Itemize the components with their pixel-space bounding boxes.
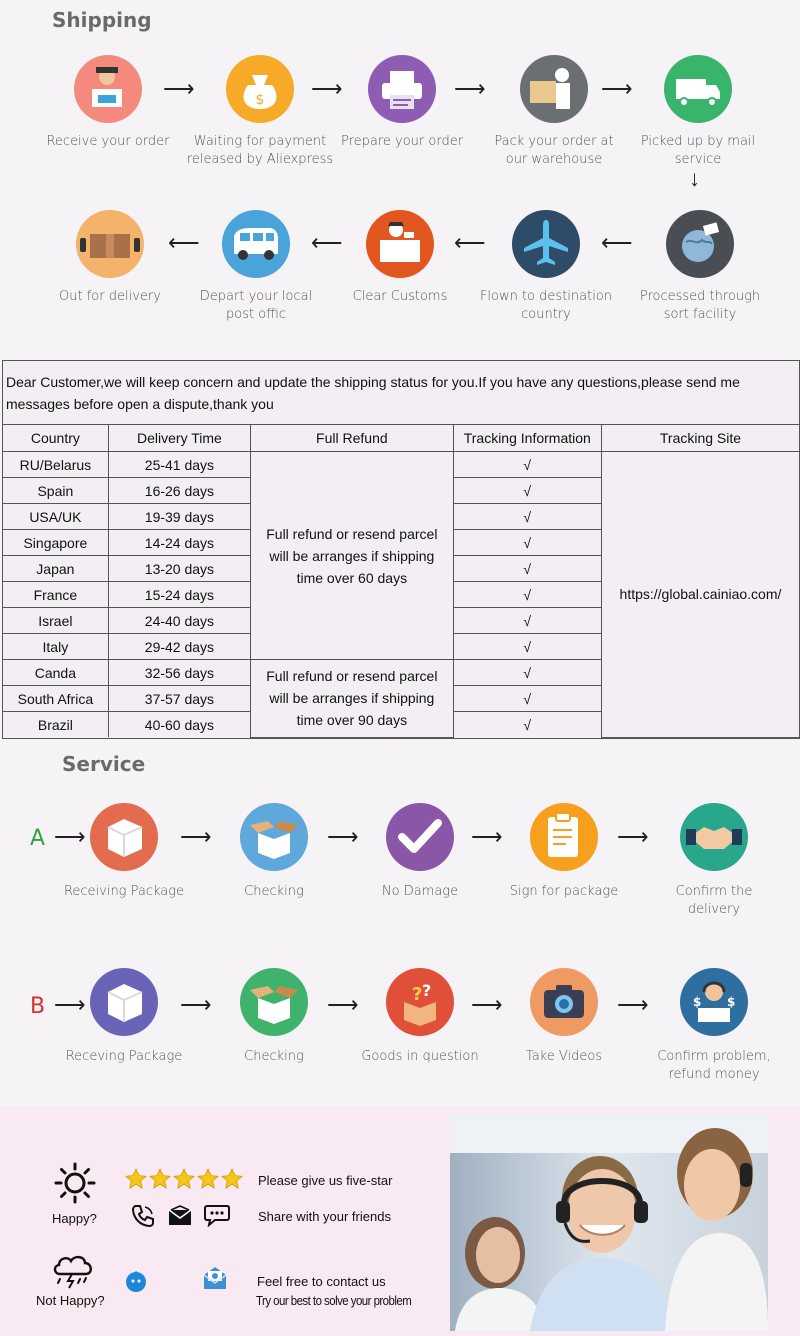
arrow-right-icon: ⟶: [311, 76, 343, 101]
parcel-icon: [76, 210, 144, 278]
checkmark-icon: [386, 803, 454, 871]
office-worker-icon: [74, 55, 142, 123]
tracking-check-cell: √: [453, 504, 601, 530]
arrow-right-icon: ⟶: [327, 992, 359, 1017]
tracking-check-cell: √: [453, 634, 601, 660]
star-icon[interactable]: [173, 1168, 195, 1190]
country-cell: Brazil: [3, 712, 108, 738]
step-label: Goods in question: [361, 1049, 479, 1064]
delivery-time-cell: 13-20 days: [108, 556, 250, 582]
table-row: [3, 452, 799, 478]
step-label: No Damage: [381, 884, 459, 899]
step-label: Prepare your order: [340, 134, 464, 149]
svg-text:$: $: [727, 995, 736, 1009]
arrow-right-icon: ⟶: [163, 76, 195, 101]
delivery-table: [3, 425, 799, 738]
country-cell: RU/Belarus: [3, 452, 108, 478]
open-box-icon: [240, 968, 308, 1036]
arrow-left-icon: ⟵: [454, 230, 486, 255]
tracking-check-cell: √: [453, 660, 601, 686]
country-cell: Spain: [3, 478, 108, 504]
arrow-right-icon: ⟶: [180, 824, 212, 849]
arrow-right-icon: ⟶: [54, 824, 86, 849]
delivery-time-cell: 40-60 days: [108, 712, 250, 738]
arrow-right-icon: ⟶: [54, 992, 86, 1017]
shipping-step: [474, 55, 634, 169]
svg-text:$: $: [693, 995, 702, 1009]
storm-cloud-icon: [50, 1250, 96, 1292]
packer-icon: [520, 55, 588, 123]
delivery-time-cell: 24-40 days: [108, 608, 250, 634]
svg-text:?: ?: [422, 981, 432, 1000]
service-title: Service: [62, 752, 146, 776]
delivery-time-cell: 32-56 days: [108, 660, 250, 686]
step-label: Receiving Package: [63, 884, 185, 899]
open-box-icon: [240, 803, 308, 871]
mail-envelope-icon[interactable]: [201, 1265, 229, 1291]
arrow-left-icon: ⟵: [311, 230, 343, 255]
step-label: Flown to destination country: [479, 289, 613, 322]
airplane-icon: [512, 210, 580, 278]
country-cell: Japan: [3, 556, 108, 582]
country-cell: USA/UK: [3, 504, 108, 530]
delivery-time-cell: 25-41 days: [108, 452, 250, 478]
refund-90-cell: Full refund or resend parcel will be arranges if shipping time over 90 days: [251, 660, 454, 738]
arrow-right-icon: ⟶: [180, 992, 212, 1017]
shipping-step: [322, 55, 482, 151]
shipping-step: [466, 210, 626, 324]
shipping-step: [28, 55, 188, 151]
five-star-rating: [125, 1168, 245, 1195]
service-step-b: [44, 968, 204, 1066]
country-cell: Israel: [3, 608, 108, 634]
clipboard-icon: [530, 803, 598, 871]
star-icon[interactable]: [197, 1168, 219, 1190]
header-country: Country: [3, 425, 108, 452]
arrow-right-icon: ⟶: [471, 824, 503, 849]
shipping-step: [618, 55, 778, 169]
service-step-b: [634, 968, 794, 1084]
tracking-check-cell: √: [453, 478, 601, 504]
star-icon[interactable]: [149, 1168, 171, 1190]
header-delivery-time: Delivery Time: [108, 425, 250, 452]
arrow-left-icon: ⟵: [168, 230, 200, 255]
step-label: Take Videos: [525, 1049, 603, 1064]
tracking-check-cell: √: [453, 608, 601, 634]
step-label: Checking: [244, 1049, 304, 1064]
happy-label: Happy?: [52, 1211, 97, 1226]
delivery-time-cell: 19-39 days: [108, 504, 250, 530]
globe-icon: [666, 210, 734, 278]
shipping-step: [180, 55, 340, 169]
svg-text:$: $: [255, 92, 265, 108]
not-happy-label: Not Happy?: [36, 1293, 105, 1308]
refund-60-cell: Full refund or resend parcel will be arranges if shipping time over 60 days: [251, 452, 454, 660]
service-step-b: [484, 968, 644, 1066]
chat-icon[interactable]: [203, 1203, 231, 1227]
tracking-check-cell: √: [453, 452, 601, 478]
step-label: Pack your order at our warehouse: [494, 134, 614, 167]
service-step-b: [194, 968, 354, 1066]
delivery-time-cell: 29-42 days: [108, 634, 250, 660]
tracking-check-cell: √: [453, 556, 601, 582]
share-text: Share with your friends: [258, 1209, 391, 1224]
star-icon[interactable]: [125, 1168, 147, 1190]
country-cell: Canda: [3, 660, 108, 686]
shipping-table-panel: [2, 360, 800, 739]
arrow-right-icon: ⟶: [601, 76, 633, 101]
customer-notice: Dear Customer,we will keep concern and update the shipping status for you.If you have any questions,please send me messages before open a dispute,thank you: [3, 361, 799, 425]
arrow-left-icon: ⟵: [601, 230, 633, 255]
svg-text:?: ?: [412, 984, 423, 1005]
handshake-icon: [680, 803, 748, 871]
box-icon: [90, 803, 158, 871]
country-cell: Italy: [3, 634, 108, 660]
step-label: Waiting for payment released by Aliexpress: [186, 134, 334, 167]
tracking-check-cell: √: [453, 686, 601, 712]
step-label: Picked up by mail service: [640, 134, 756, 167]
country-cell: South Africa: [3, 686, 108, 712]
country-cell: Singapore: [3, 530, 108, 556]
printer-icon: [368, 55, 436, 123]
step-label: Receive your order: [46, 134, 170, 149]
arrow-right-icon: ⟶: [454, 76, 486, 101]
delivery-time-cell: 16-26 days: [108, 478, 250, 504]
tracking-site-link[interactable]: https://global.cainiao.com/: [601, 452, 799, 738]
box-icon: [90, 968, 158, 1036]
support-team-photo: [450, 1113, 768, 1331]
shipping-step: [620, 210, 780, 324]
service-step-a: [194, 803, 354, 901]
delivery-time-cell: 14-24 days: [108, 530, 250, 556]
contact-text: Feel free to contact us: [257, 1274, 386, 1289]
service-step-b: [340, 968, 500, 1066]
step-label: Confirm the delivery: [675, 884, 753, 917]
delivery-time-cell: 15-24 days: [108, 582, 250, 608]
header-tracking-site: Tracking Site: [601, 425, 799, 452]
service-step-a: [484, 803, 644, 901]
service-step-a: [44, 803, 204, 901]
option-a-label: A: [30, 826, 46, 851]
phone-icon[interactable]: [130, 1203, 156, 1229]
step-label: Out for delivery: [59, 289, 161, 304]
step-label: Processed through sort facility: [639, 289, 761, 322]
camera-icon: [530, 968, 598, 1036]
tracking-check-cell: √: [453, 530, 601, 556]
step-label: Clear Customs: [352, 289, 448, 304]
shipping-title: Shipping: [52, 8, 152, 32]
support-agent-icon: [680, 968, 748, 1036]
van-icon: [222, 210, 290, 278]
tracking-check-cell: √: [453, 582, 601, 608]
shipping-step: [320, 210, 480, 306]
five-star-text: Please give us five-star: [258, 1173, 393, 1188]
question-box-icon: [386, 968, 454, 1036]
tracking-check-cell: √: [453, 712, 601, 738]
step-label: Receving Package: [65, 1049, 183, 1064]
option-b-label: B: [30, 994, 46, 1019]
header-tracking-info: Tracking Information: [453, 425, 601, 452]
step-label: Sign for package: [509, 884, 619, 899]
email-icon[interactable]: [167, 1205, 193, 1227]
arrow-right-icon: ⟶: [327, 824, 359, 849]
step-label: Checking: [244, 884, 304, 899]
shipping-step: [30, 210, 190, 306]
arrow-down-icon: ↓: [689, 166, 700, 191]
country-cell: France: [3, 582, 108, 608]
arrow-right-icon: ⟶: [617, 824, 649, 849]
star-icon[interactable]: [221, 1168, 243, 1190]
truck-icon: [664, 55, 732, 123]
arrow-right-icon: ⟶: [471, 992, 503, 1017]
try-best-text: Try our best to solve your problem: [256, 1293, 412, 1308]
step-label: Depart your local post offic: [199, 289, 313, 322]
service-step-a: [634, 803, 794, 919]
sun-icon: [54, 1162, 96, 1204]
messenger-bubble-icon[interactable]: [124, 1269, 148, 1293]
step-label: Confirm problem, refund money: [657, 1049, 771, 1082]
feedback-panel: [0, 1107, 800, 1336]
shipping-step: [176, 210, 336, 324]
delivery-time-cell: 37-57 days: [108, 686, 250, 712]
money-bag-icon: [226, 55, 294, 123]
arrow-right-icon: ⟶: [617, 992, 649, 1017]
customs-officer-icon: [366, 210, 434, 278]
service-step-a: [340, 803, 500, 901]
header-full-refund: Full Refund: [251, 425, 454, 452]
